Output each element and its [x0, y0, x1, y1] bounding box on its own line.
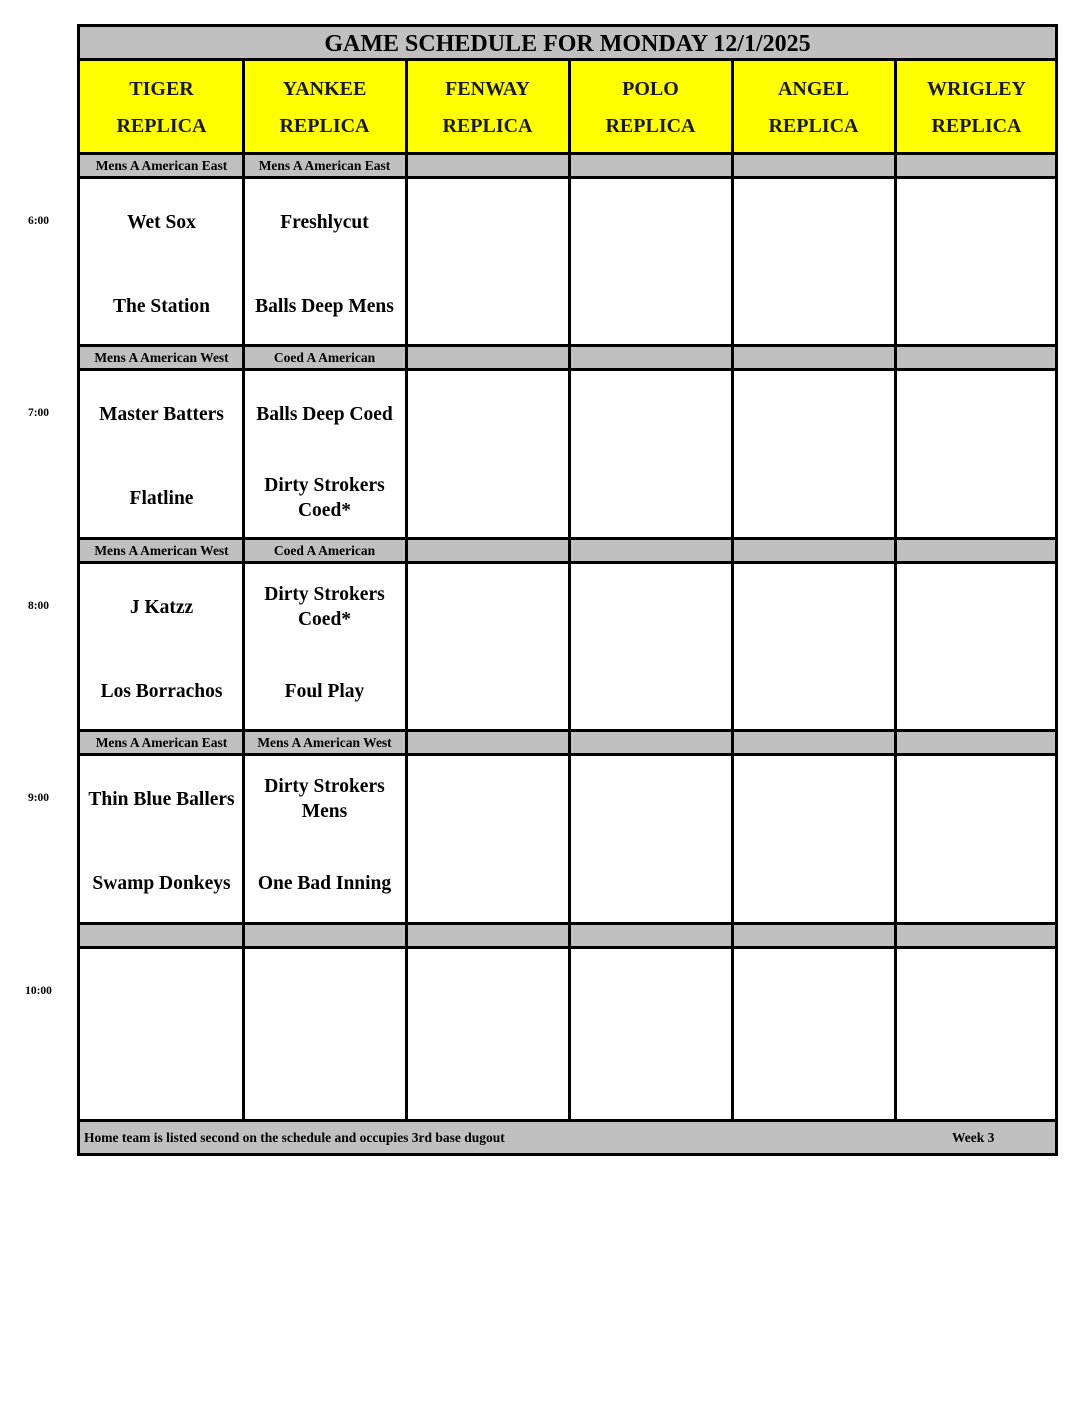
division-label — [895, 347, 1058, 369]
home-team — [732, 456, 895, 540]
home-team: Swamp Donkeys — [92, 872, 231, 894]
division-label — [569, 540, 732, 562]
home-team: Balls Deep Mens — [255, 295, 394, 317]
division-label: Coed A American — [273, 543, 376, 558]
page-title: GAME SCHEDULE FOR MONDAY 12/1/2025 — [324, 30, 811, 57]
field-type: REPLICA — [931, 115, 1022, 137]
time-label: 7:00 — [27, 407, 50, 419]
field-header-yankee — [243, 61, 406, 155]
home-team: The Station — [113, 295, 210, 317]
away-team — [569, 950, 732, 1034]
division-label — [732, 347, 895, 369]
field-header-fenway — [406, 61, 569, 155]
away-team — [732, 757, 895, 841]
division-label: Coed A American — [273, 350, 376, 365]
home-team — [80, 1034, 243, 1118]
home-team: Flatline — [129, 487, 194, 509]
away-team — [406, 757, 569, 841]
division-label — [895, 540, 1058, 562]
division-label — [732, 732, 895, 754]
division-label — [406, 155, 569, 177]
away-team — [569, 372, 732, 456]
division-label — [406, 540, 569, 562]
division-label — [732, 155, 895, 177]
home-team — [732, 649, 895, 733]
away-team — [895, 565, 1058, 649]
division-label: Mens A American East — [95, 158, 228, 173]
column-divider — [405, 61, 408, 1122]
field-type: REPLICA — [279, 115, 370, 137]
home-team — [406, 456, 569, 540]
home-team — [569, 456, 732, 540]
division-label — [406, 732, 569, 754]
field-name: TIGER — [129, 78, 194, 100]
field-name: YANKEE — [282, 78, 367, 100]
away-team: Dirty Strokers Coed* — [264, 584, 385, 630]
home-team: One Bad Inning — [257, 872, 392, 894]
field-name: ANGEL — [777, 78, 850, 100]
week-label: Week 3 — [952, 1130, 995, 1145]
away-team — [569, 757, 732, 841]
away-team — [80, 950, 243, 1034]
division-label: Mens A American West — [257, 735, 392, 750]
away-team — [406, 565, 569, 649]
division-label: Mens A American West — [94, 543, 229, 558]
away-team — [732, 565, 895, 649]
away-team — [895, 180, 1058, 264]
away-team: Wet Sox — [127, 211, 196, 233]
division-label — [406, 925, 569, 947]
home-team: Dirty Strokers Coed* — [264, 475, 385, 521]
away-team — [243, 950, 406, 1034]
home-team: Foul Play — [284, 680, 365, 702]
home-team — [895, 1034, 1058, 1118]
time-label: 8:00 — [27, 600, 50, 612]
away-team — [569, 565, 732, 649]
field-header-polo — [569, 61, 732, 155]
away-team — [406, 180, 569, 264]
column-divider — [894, 61, 897, 1122]
away-team — [895, 950, 1058, 1034]
field-type: REPLICA — [442, 115, 533, 137]
away-team — [732, 950, 895, 1034]
home-team — [895, 841, 1058, 925]
field-name: FENWAY — [445, 78, 530, 100]
home-team — [569, 649, 732, 733]
away-team — [732, 372, 895, 456]
division-label — [569, 347, 732, 369]
division-label — [569, 155, 732, 177]
column-divider — [568, 61, 571, 1122]
division-label: Mens A American West — [94, 350, 229, 365]
home-team: Los Borrachos — [100, 680, 223, 702]
home-team — [406, 1034, 569, 1118]
division-label: Mens A American East — [258, 158, 391, 173]
division-label — [80, 925, 243, 947]
home-team — [569, 1034, 732, 1118]
away-team — [895, 757, 1058, 841]
home-team — [406, 841, 569, 925]
time-label: 10:00 — [25, 985, 52, 997]
away-team: J Katzz — [129, 596, 194, 618]
division-label — [569, 925, 732, 947]
home-team — [895, 456, 1058, 540]
division-label — [569, 732, 732, 754]
field-type: REPLICA — [768, 115, 859, 137]
schedule-table — [77, 24, 1058, 1156]
field-type: REPLICA — [116, 115, 207, 137]
home-team — [895, 264, 1058, 348]
away-team: Dirty Strokers Mens — [264, 776, 385, 822]
division-label — [406, 347, 569, 369]
away-team — [895, 372, 1058, 456]
field-name: POLO — [622, 78, 679, 100]
time-label: 6:00 — [27, 215, 50, 227]
division-label — [895, 732, 1058, 754]
away-team: Thin Blue Ballers — [88, 788, 235, 810]
home-team — [569, 264, 732, 348]
away-team — [569, 180, 732, 264]
division-label — [243, 925, 406, 947]
away-team: Freshlycut — [280, 211, 369, 233]
home-team — [569, 841, 732, 925]
column-divider — [731, 61, 734, 1122]
away-team — [406, 950, 569, 1034]
footer-note: Home team is listed second on the schedule and occupies 3rd base dugout — [84, 1130, 505, 1145]
column-divider — [242, 61, 245, 1122]
away-team — [732, 180, 895, 264]
home-team — [406, 649, 569, 733]
division-label — [732, 925, 895, 947]
away-team: Master Batters — [99, 403, 224, 425]
away-team: Balls Deep Coed — [256, 403, 393, 425]
away-team — [406, 372, 569, 456]
time-label: 9:00 — [27, 792, 50, 804]
field-type: REPLICA — [605, 115, 696, 137]
home-team — [732, 841, 895, 925]
field-header-wrigley — [895, 61, 1058, 155]
field-header-angel — [732, 61, 895, 155]
home-team — [406, 264, 569, 348]
field-header-tiger — [80, 61, 243, 155]
home-team — [732, 264, 895, 348]
home-team — [732, 1034, 895, 1118]
home-team — [243, 1034, 406, 1118]
division-label — [895, 925, 1058, 947]
division-label — [732, 540, 895, 562]
home-team — [895, 649, 1058, 733]
field-name: WRIGLEY — [927, 78, 1026, 100]
division-label: Mens A American East — [95, 735, 228, 750]
division-label — [895, 155, 1058, 177]
